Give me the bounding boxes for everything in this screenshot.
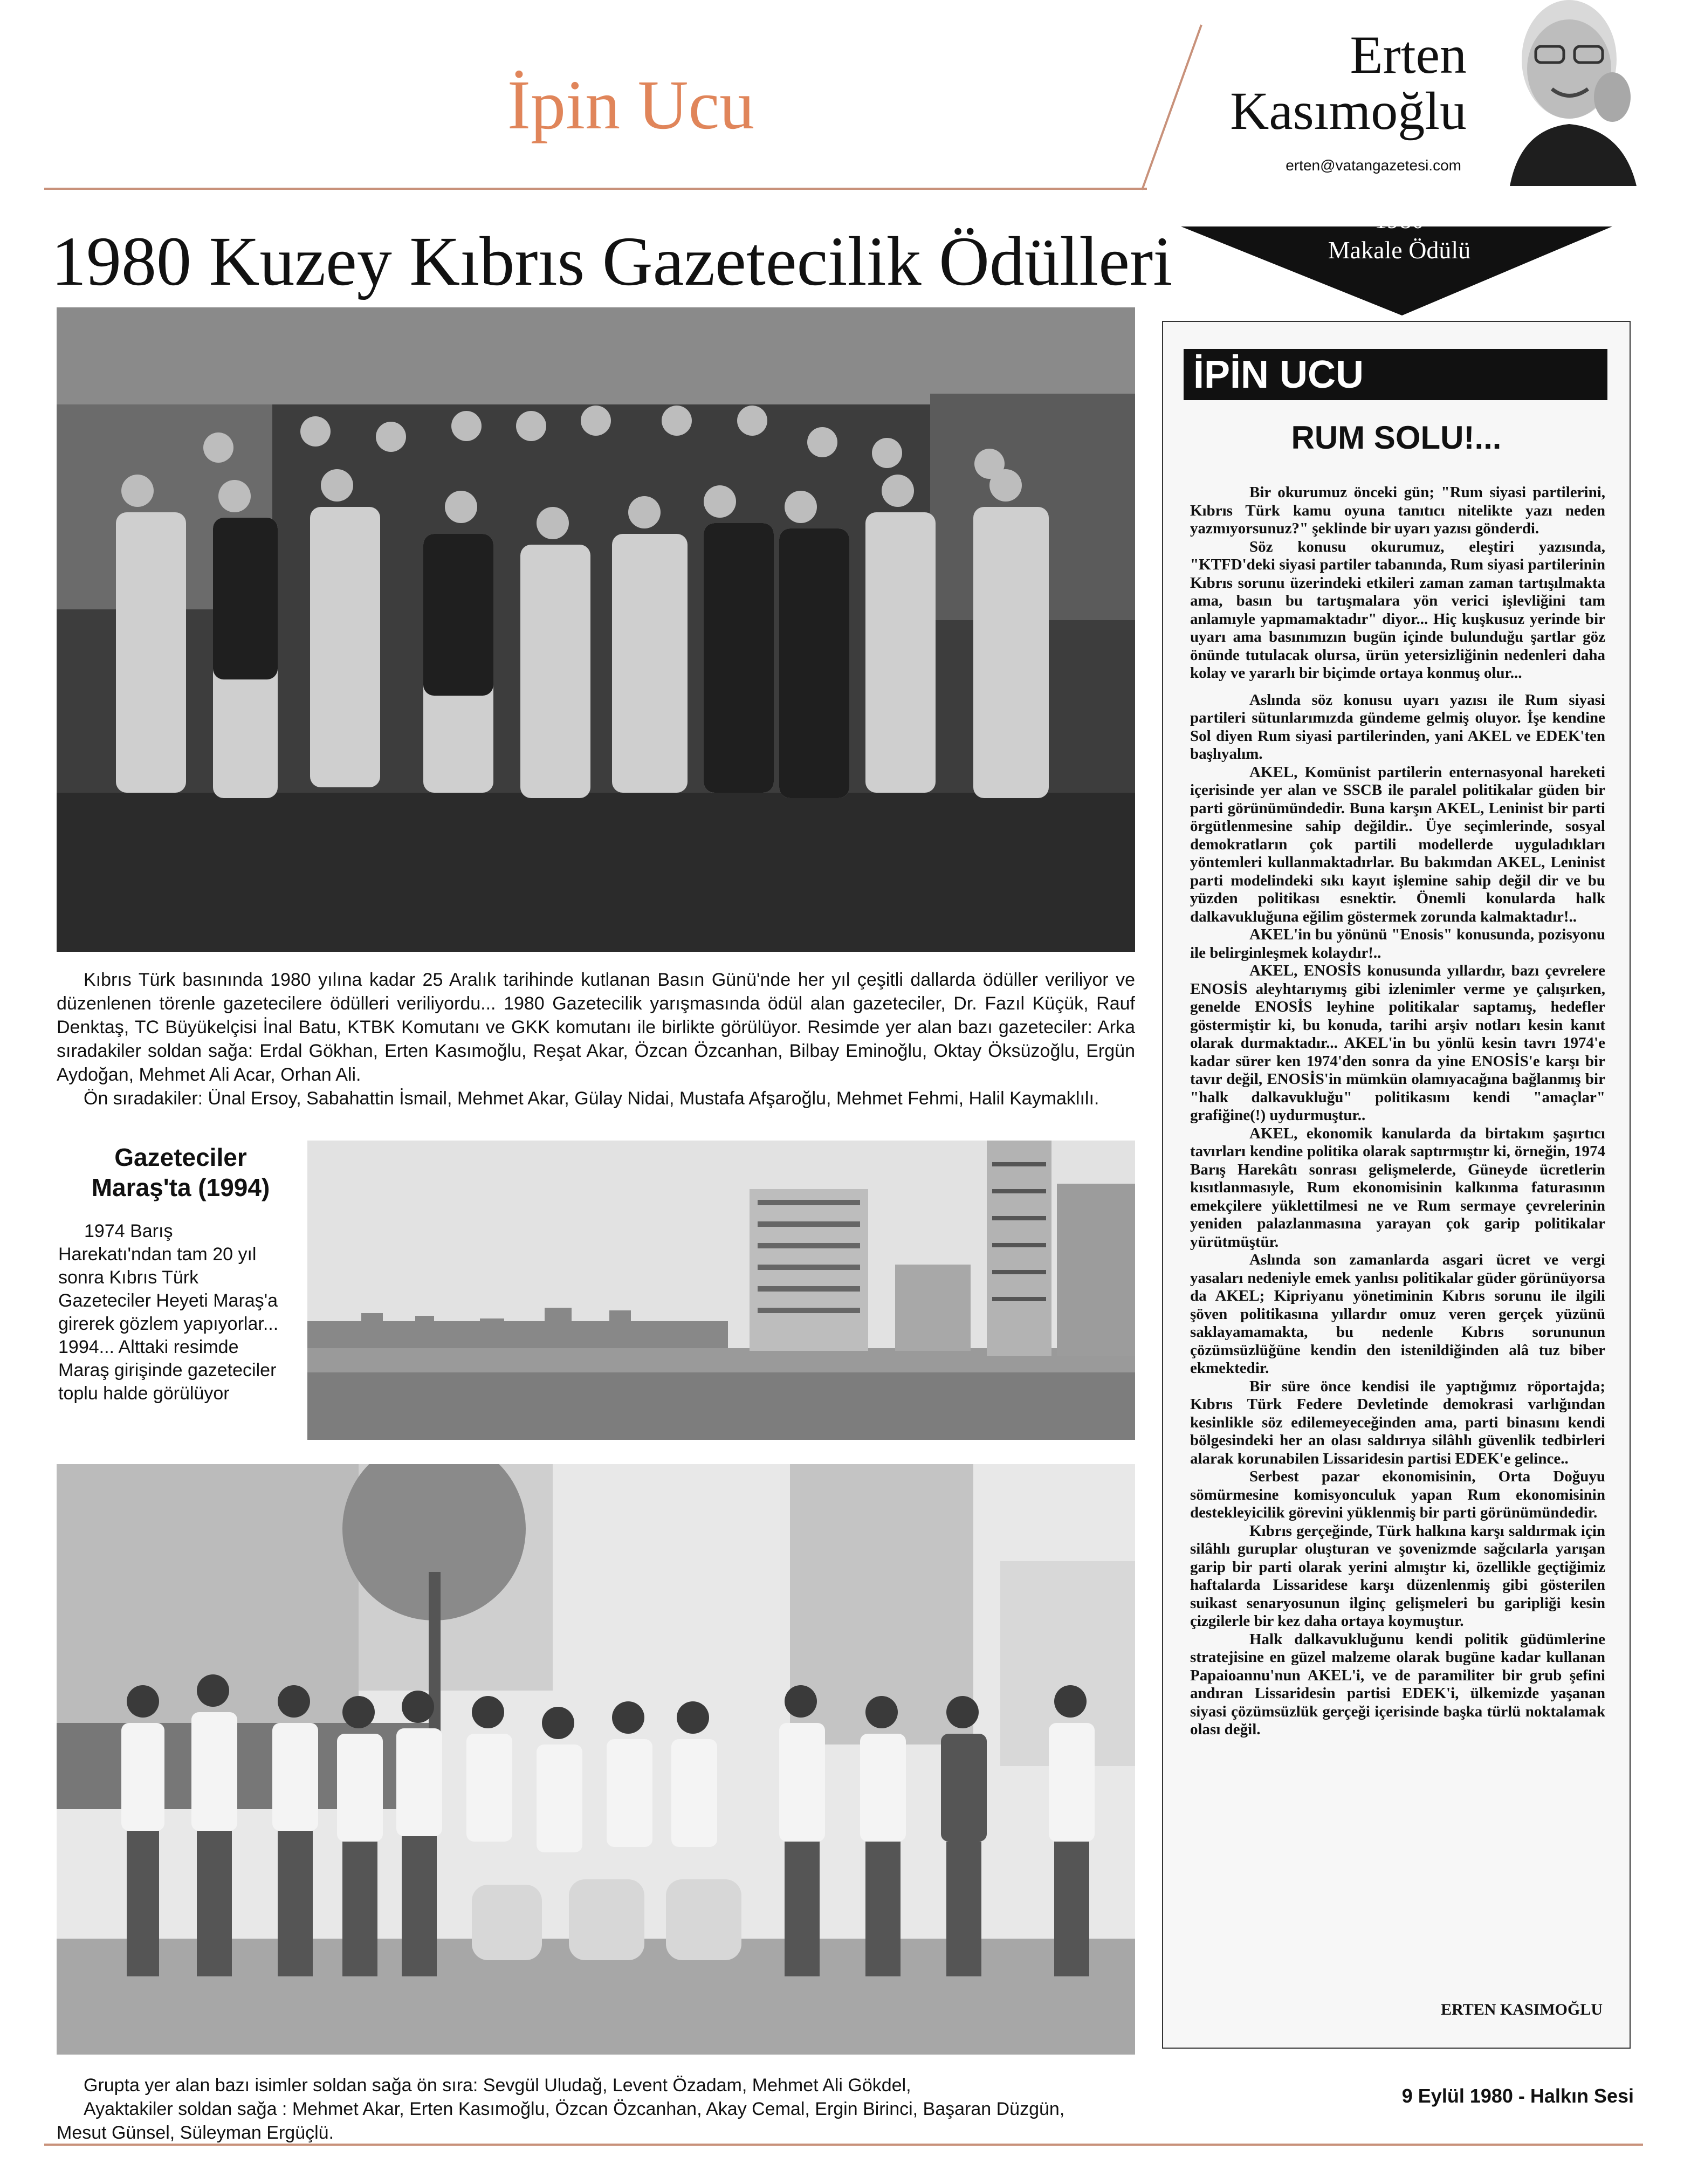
varosha-photo xyxy=(307,1141,1135,1440)
clipping-paragraph: AKEL, ENOSİS konusunda yıllardır, bazı çevrelere ENOSİS aleyhtarıymış gibi izlenimler verme ye çalışırken, genelde ENOSİS leyhine politikalar saptamış, hedefler göstermiştir ki, bu konuda, tarihi arşiv notları kesin kanıt olarak durmaktadır... AKEL'in bu yönlü kesin tavrı 1974'e kadar sürer ken 1974'den sonra da yine ENOSİS'e karşı bir tavır değil, ENOSİS'in mümkün olamıyacağına bağlanmış bir "halk dalkavukluğu" politikasını kendi "amaçlar" grafiğine(!) uydurmuştur.. xyxy=(1190,962,1605,1124)
header-bottom-rule xyxy=(44,188,1147,190)
journalists-caption xyxy=(57,2073,1151,2145)
clipping-body xyxy=(1190,484,1605,1875)
sidebar-story-title-2: Maraş'ta (1994) xyxy=(91,1173,270,1201)
journalists-caption-line2: Ayaktakiler soldan sağa : Mehmet Akar, Erten Kasımoğlu, Özcan Özcanhan, Akay Cemal, Ergin Birinci, Başaran Düzgün, xyxy=(84,2099,1065,2119)
journalists-caption-line3: Mesut Günsel, Süleyman Ergüçlü. xyxy=(57,2123,334,2143)
page-headline: 1980 Kuzey Kıbrıs Gazetecilik Ödülleri xyxy=(51,223,1173,300)
clipping-paragraph: AKEL, ekonomik kanularda da birtakım şaşırtıcı tavırları kendine politika olarak saptırmıştır ki, örneğin, 1974 Barış Harekâtı sonrası gelişmelerde, Güneyde ücretlerin kısıtlanmasıyle, Rum ekonomisinin kalkınma faturasının emekçilere yüklettilmesi ne ve Rum sermaye çevrelerinin yeniden palazlanmasına yarayan çok garip politikalar yürütmüştür. xyxy=(1190,1124,1605,1251)
award-label: Makale Ödülü xyxy=(1328,236,1471,264)
clipping-paragraph: Bir okurumuz önceki gün; "Rum siyasi partilerini, Kıbrıs Türk kamu oyuna tanıtıcı nitelikte yazı neden yazmıyorsunuz?" şeklinde bir uyarı yazısı gönderdi. xyxy=(1190,484,1605,537)
footer-rule xyxy=(44,2144,1643,2146)
award-year: 1980 xyxy=(1374,206,1424,233)
author-last-name: Kasımoğlu xyxy=(1230,81,1467,141)
clipping-paragraph: AKEL, Komünist partilerin enternasyonal hareketi içerisinde yer alan ve SSCB ile paralel politikalar güden bir parti görünümündedir. Buna karşın AKEL, Leninist bir parti örgütlenmesine sahip değildir.. Üye seçimlerinde, sosyal demokratların çok partili modellerde uyguladıkları yöntemleri kullanmaktadırlar. Bu bakımdan AKEL, Leninist parti modelindeki sıkı kayıt işlemine sahip değil dir ve bu yüzden politikası esnektir. Önemli konularda halk dalkavukluğuna eğilim göstermek zorunda kalmaktadır!.. xyxy=(1190,763,1605,925)
sidebar-story-text: 1974 Barış Harekatı'ndan tam 20 yıl sonra Kıbrıs Türk Gazeteciler Heyeti Maraş'a girerek gözlem yapıyorlar... 1994... Alttaki resimde Maraş girişinde gazeteciler toplu halde görülüyor xyxy=(58,1221,279,1404)
clipping-masthead xyxy=(1184,349,1607,400)
clipping-paragraph: Bir süre önce kendisi ile yaptığımız röportajda; Kıbrıs Türk Federe Devletinde demokrasi varlığından kesinlikle söz edilemeyeceğinden ama, parti binasını kendi bölgesindeki her an olası saldırıya silâhlı güvenlik tedbirleri alarak korunabilen Lissaridesin partisi EDEK'e gelince.. xyxy=(1190,1377,1605,1467)
clipping-paragraph: AKEL'in bu yönünü "Enosis" konusunda, pozisyonu ile belirginleşmek kolaydır!.. xyxy=(1190,926,1605,961)
sidebar-story-title-1: Gazeteciler xyxy=(114,1143,247,1171)
clipping-paragraph: Aslında son zamanlarda asgari ücret ve vergi yasaları nedeniyle emek yanlısı politikalar güder görünüyorsa da AKEL; Kipriyanu yönetiminin Kıbrıs sorunu ile ilgili şöven politikasına yıllardır omuz veren gerçek yüzünü saklayamamakta, bu nedenle Kıbrıs sorununun çözümsüzlüğüne kendin den istenildiğinden alâ tuz biber ekmektedir. xyxy=(1190,1251,1605,1377)
clipping-paragraph: Halk dalkavukluğunu kendi politik güdümlerine stratejisine en güzel malzeme olarak bugüne kadar kullanan Papaioannu'nun AKEL'i, ve de paramiliter bir grub şefini andıran Lissaridesin partisi EDEK'i, ülkemizde yaşanan siyasi çözümsüzlük gerçeği içerisinde başka türlü noktalamak olası değil. xyxy=(1190,1630,1605,1738)
author-first-name: Erten xyxy=(1350,25,1467,85)
clipping-source: 9 Eylül 1980 - Halkın Sesi xyxy=(1401,2085,1634,2107)
award-banner xyxy=(1181,205,1612,318)
author-email: erten@vatangazetesi.com xyxy=(1286,157,1461,174)
journalists-caption-line1: Grupta yer alan bazı isimler soldan sağa ön sıra: Sevgül Uludağ, Levent Özadam, Mehmet Ali Gökdel, xyxy=(84,2075,911,2096)
clipping-paragraph: Serbest pazar ekonomisinin, Orta Doğuyu sömürmesine komisyonculuk yapan Rum ekonomisinin destekleyicilik görevini yüklenmiş bir parti görünümündedir. xyxy=(1190,1468,1605,1521)
clipping-signature: ERTEN KASIMOĞLU xyxy=(1441,2001,1603,2018)
clipping-paragraph: Söz konusu okurumuz, eleştiri yazısında, "KTFD'deki siyasi partiler tabanında, Rum siyasi partilerinin Kıbrıs sorunu üzerindeki etkileri zaman zaman tartışılmakta ama, basın bu tartışmalara yön verici işlevliğini tam anlamıyle yapmamaktadır" diyor... Hiç kuşkusuz yerinde bir uyarı ama basınımızın bugün içinde bulunduğu şartlar göz önünde tutulacak olursa, ürün yetersizliğinin nedenleri daha kolay ve yararlı bir biçimde ortaya konmuş olur... xyxy=(1190,538,1605,682)
clipping-title: RUM SOLU!... xyxy=(1291,420,1502,456)
author-portrait-icon xyxy=(1488,0,1645,186)
ceremony-caption-p1: Kıbrıs Türk basınında 1980 yılına kadar 25 Aralık tarihinde kutlanan Basın Günü'nde her yıl çeşitli dallarda ödüller veriliyor ve düzenlenen törenle gazetecilere ödülleri veriliyordu... 1980 Gazetecilik yarışmasında ödül alan gazeteciler, Dr. Fazıl Küçük, Rauf Denktaş, TC Büyükelçisi İnal Batu, KTBK Komutanı ve GKK komutanı ile birlikte görülüyor. Resimde yer alan bazı gazeteciler: Arka sıradakiler soldan sağa: Erdal Gökhan, Erten Kasımoğlu, Reşat Akar, Özcan Özcanhan, Bilbay Eminoğlu, Oktay Öksüzoğlu, Ergün Aydoğan, Mehmet Ali Acar, Orhan Ali. xyxy=(57,970,1135,1085)
ceremony-caption xyxy=(57,968,1135,1110)
clipping-paragraph: Aslında söz konusu uyarı yazısı ile Rum siyasi partileri sütunlarımızda gündeme gelmiş oluyor. İşe kendine Sol diyen Rum siyasi partilerinden, yani AKEL ve EDEK'ten başlıyalım. xyxy=(1190,691,1605,763)
journalists-photo xyxy=(57,1464,1135,2055)
newspaper-clipping xyxy=(1162,321,1631,2049)
ceremony-photo xyxy=(57,307,1135,952)
clipping-masthead-text: İPİN UCU xyxy=(1193,353,1364,396)
column-title: İpin Ucu xyxy=(507,66,755,144)
clipping-paragraph: Kıbrıs gerçeğinde, Türk halkına karşı saldırmak için silâhlı guruplar oluşturan ve şovenizmde sağcılarla yarışan garip bir parti olarak yerini almıştır ki, özellikle geçtiğimiz haftalarda Lissaridese karşı düzenlenmiş gibi gösterilen suikast senaryosunun ilginç gelişmeleri bu garipliği kesin çizgilerle bir kez daha ortaya koymuştur. xyxy=(1190,1522,1605,1630)
ceremony-caption-p2: Ön sıradakiler: Ünal Ersoy, Sabahattin İsmail, Mehmet Akar, Gülay Nidai, Mustafa Afşaroğlu, Mehmet Fehmi, Halil Kaymaklılı. xyxy=(84,1088,1099,1109)
